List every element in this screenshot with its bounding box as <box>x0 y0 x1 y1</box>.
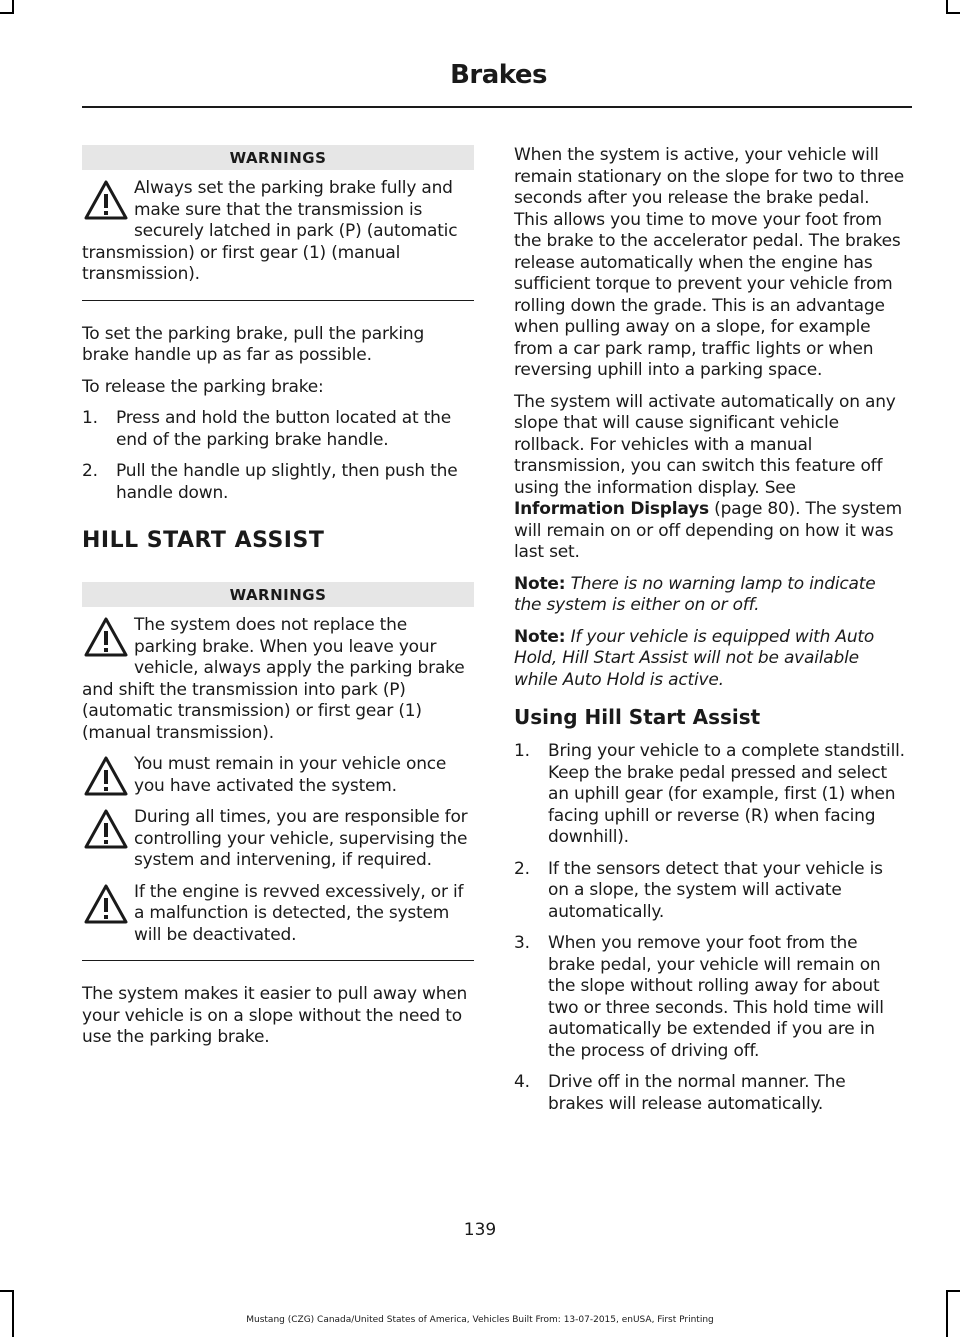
section-heading: HILL START ASSIST <box>82 528 325 553</box>
list-item <box>514 741 906 849</box>
note-label: Note: <box>514 573 566 594</box>
note <box>514 627 906 692</box>
step-number: 2. <box>514 858 530 879</box>
warning-text: You must remain in your vehicle once you have activated the system. <box>134 754 447 796</box>
step-number: 2. <box>82 461 98 481</box>
steps-list <box>82 408 474 504</box>
left-column <box>82 145 474 1059</box>
warning-triangle-icon <box>82 754 132 806</box>
list-item <box>82 461 474 504</box>
paragraph: The system makes it easier to pull away when your vehicle is on a slope without the need to use the parking brake. <box>82 984 468 1047</box>
page-title: Brakes <box>450 60 547 90</box>
warning-item <box>82 807 474 872</box>
warning-text: During all times, you are responsible for controlling your vehicle, supervising the system and intervening, if required. <box>134 807 468 870</box>
step-text: When you remove your foot from the brake pedal, your vehicle will remain on the slope without rolling away for about two or three seconds. This hold time will automatically be extended if you are in the process of driving off. <box>548 933 884 1061</box>
warning-item <box>82 882 474 947</box>
note <box>514 574 906 617</box>
warning-text: Always set the parking brake fully and make sure that the transmission is securely latched in park (P) (automatic transmission) or first gear (1) (manual transmission). <box>82 178 458 284</box>
page-header <box>0 0 960 110</box>
paragraph: To set the parking brake, pull the parking brake handle up as far as possible. <box>82 323 425 365</box>
warnings-heading: WARNINGS <box>82 582 474 607</box>
step-number: 1. <box>82 408 98 428</box>
warning-triangle-icon <box>82 882 132 934</box>
note-text: If your vehicle is equipped with Auto Hold, Hill Start Assist will not be available while Auto Hold is active. <box>514 626 875 690</box>
note-label: Note: <box>514 626 566 647</box>
warning-triangle-icon <box>82 615 132 667</box>
paragraph: To release the parking brake: <box>82 376 324 397</box>
step-number: 1. <box>514 741 530 761</box>
list-item <box>514 1072 906 1115</box>
step-text: If the sensors detect that your vehicle is on a slope, the system will activate automatically. <box>548 858 883 922</box>
list-item <box>82 408 474 451</box>
step-number: 3. <box>514 933 530 953</box>
warning-text: If the engine is revved excessively, or if a malfunction is detected, the system will be deactivated. <box>134 881 464 945</box>
right-column <box>514 145 906 1125</box>
paragraph-text: The system will activate automatically on any slope that will cause significant vehicle rollback. For vehicles with a manual transmission, you can switch this feature off using the information display. See <box>514 391 896 498</box>
crop-mark <box>12 1290 14 1337</box>
warnings-heading: WARNINGS <box>82 145 474 170</box>
divider <box>82 960 474 961</box>
warning-item <box>82 178 474 286</box>
crop-mark <box>946 1290 948 1337</box>
list-item <box>514 859 906 924</box>
footer-text: Mustang (CZG) Canada/United States of America, Vehicles Built From: 13-07-2015, enUSA, First Printing <box>246 1315 714 1325</box>
step-text: Pull the handle up slightly, then push the handle down. <box>116 461 458 503</box>
paragraph <box>514 392 906 564</box>
crop-mark <box>0 1290 14 1292</box>
step-text: Press and hold the button located at the end of the parking brake handle. <box>116 408 451 450</box>
note-text: There is no warning lamp to indicate the system is either on or off. <box>514 573 876 615</box>
crop-mark <box>946 1290 960 1292</box>
paragraph-text: (page 80). The system will remain on or off depending on how it was last set. <box>514 499 902 562</box>
subsection-heading: Using Hill Start Assist <box>514 705 761 729</box>
warning-triangle-icon <box>82 178 132 230</box>
steps-list <box>514 741 906 1115</box>
header-rule <box>82 106 912 108</box>
warning-item <box>82 615 474 744</box>
warning-item <box>82 754 474 797</box>
page-number: 139 <box>463 1220 497 1240</box>
step-number: 4. <box>514 1072 530 1092</box>
paragraph: When the system is active, your vehicle will remain stationary on the slope for two to three seconds after you release the brake pedal. This allows you time to move your foot from the brake to the accelerator pedal. The brakes release automatically when the engine has sufficient torque to prevent your vehicle from rolling down the grade. This is an advantage when pulling away on a slope, for example from a car park ramp, traffic lights or when reversing uphill into a parking space. <box>514 145 905 380</box>
list-item <box>514 933 906 1062</box>
step-text: Bring your vehicle to a complete standstill. Keep the brake pedal pressed and select an uphill gear (for example, first (1) when facing uphill or reverse (R) when facing downhill). <box>548 741 905 847</box>
warning-triangle-icon <box>82 807 132 859</box>
cross-reference-link[interactable]: Information Displays <box>514 499 709 519</box>
divider <box>82 300 474 301</box>
warning-text: The system does not replace the parking brake. When you leave your vehicle, always apply the parking brake and shift the transmission into park (P) (automatic transmission) or first gear (1) (manual transmission). <box>82 615 465 743</box>
step-text: Drive off in the normal manner. The brakes will release automatically. <box>548 1072 846 1114</box>
